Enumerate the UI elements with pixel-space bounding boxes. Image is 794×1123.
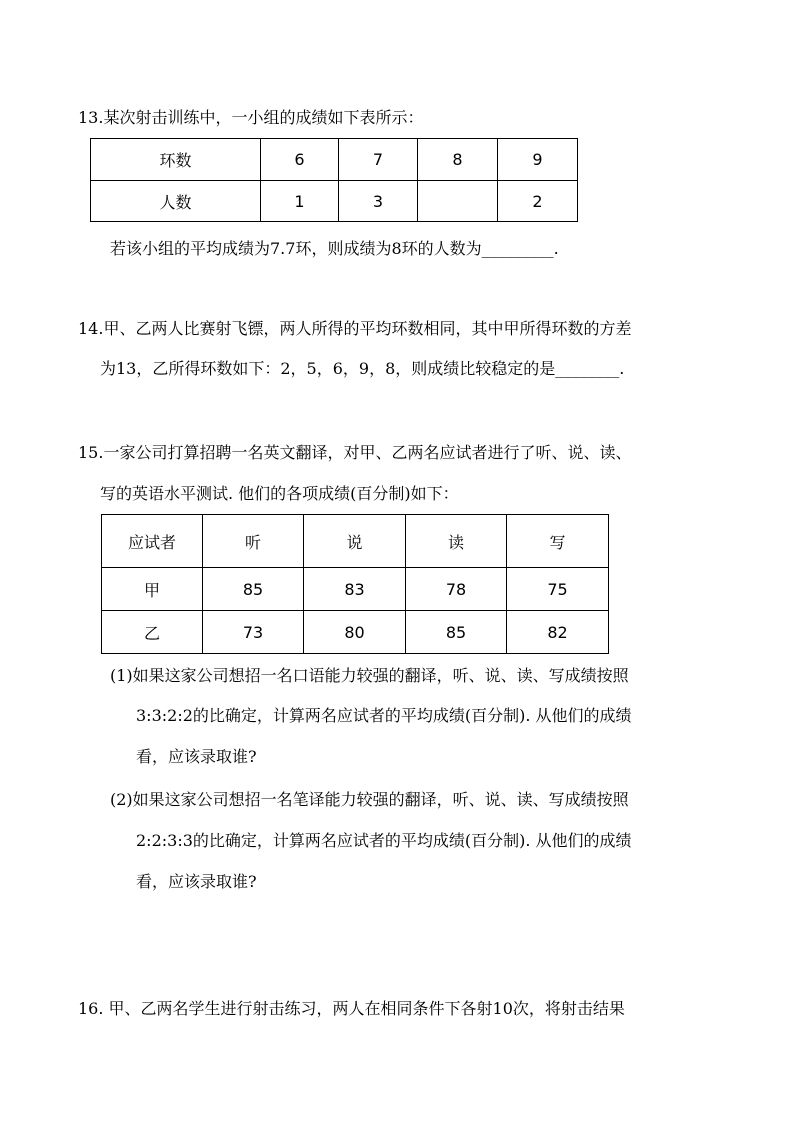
q15-header-cell: 应试者 — [102, 515, 203, 568]
q15-sub2-line-2: 2:2:3:3的比确定，计算两名应试者的平均成绩(百分制). 从他们的成绩 — [136, 831, 632, 850]
q14-line-1: 14.甲、乙两人比赛射飞镖，两人所得的平均环数相同，其中甲所得环数的方差 — [78, 319, 632, 338]
q14-line-2: 为13，乙所得环数如下：2，5，6，9，8，则成绩比较稳定的是________. — [100, 359, 625, 378]
q15-line-1: 15.一家公司打算招聘一名英文翻译，对甲、乙两名应试者进行了听、说、读、 — [78, 443, 632, 462]
q15-header-cell: 读 — [406, 515, 507, 568]
q13-intro: 13.某次射击训练中，一小组的成绩如下表所示： — [78, 108, 424, 127]
q13-question: 若该小组的平均成绩为7.7环，则成绩为8环的人数为_________. — [110, 239, 559, 258]
q15-sub2-line-3: 看，应该录取谁? — [136, 872, 257, 891]
q15-score-cell: 82 — [507, 611, 609, 654]
q16-line-1: 16. 甲、乙两名学生进行射击练习，两人在相同条件下各射10次，将射击结果 — [78, 999, 625, 1018]
q13-header-row — [91, 139, 578, 181]
q13-count-cell: 2 — [498, 181, 578, 222]
q15-sub1-line-3: 看，应该录取谁? — [136, 747, 257, 766]
q15-sub1-line-2: 3:3:2:2的比确定，计算两名应试者的平均成绩(百分制). 从他们的成绩 — [136, 706, 632, 725]
q15-score-cell: 85 — [406, 611, 507, 654]
q13-header-label: 环数 — [91, 139, 261, 181]
q15-header-cell: 说 — [304, 515, 406, 568]
q13-count-row — [91, 181, 578, 222]
q15-line-2: 写的英语水平测试. 他们的各项成绩(百分制)如下： — [100, 484, 459, 503]
q15-score-cell: 80 — [304, 611, 406, 654]
q13-row-label: 人数 — [91, 181, 261, 222]
q13-header-cell: 8 — [418, 139, 498, 181]
q15-header-row — [102, 515, 609, 568]
q13-header-cell: 7 — [339, 139, 418, 181]
q15-row-name: 甲 — [102, 568, 203, 611]
q15-header-cell: 写 — [507, 515, 609, 568]
q15-sub1-line-1: (1)如果这家公司想招一名口语能力较强的翻译，听、说、读、写成绩按照 — [110, 666, 629, 685]
q13-header-cell: 6 — [261, 139, 339, 181]
q13-count-cell: 3 — [339, 181, 418, 222]
q15-row-jia — [102, 568, 609, 611]
q15-score-cell: 73 — [203, 611, 304, 654]
q15-score-cell: 85 — [203, 568, 304, 611]
q15-header-cell: 听 — [203, 515, 304, 568]
q15-score-cell: 83 — [304, 568, 406, 611]
q15-row-name: 乙 — [102, 611, 203, 654]
q15-score-table — [101, 514, 609, 654]
q13-count-cell-blank — [418, 181, 498, 222]
q15-score-cell: 78 — [406, 568, 507, 611]
q13-header-cell: 9 — [498, 139, 578, 181]
q15-row-yi — [102, 611, 609, 654]
q13-count-cell: 1 — [261, 181, 339, 222]
q15-sub2-line-1: (2)如果这家公司想招一名笔译能力较强的翻译，听、说、读、写成绩按照 — [110, 790, 629, 809]
q13-score-table — [90, 138, 578, 222]
q15-score-cell: 75 — [507, 568, 609, 611]
